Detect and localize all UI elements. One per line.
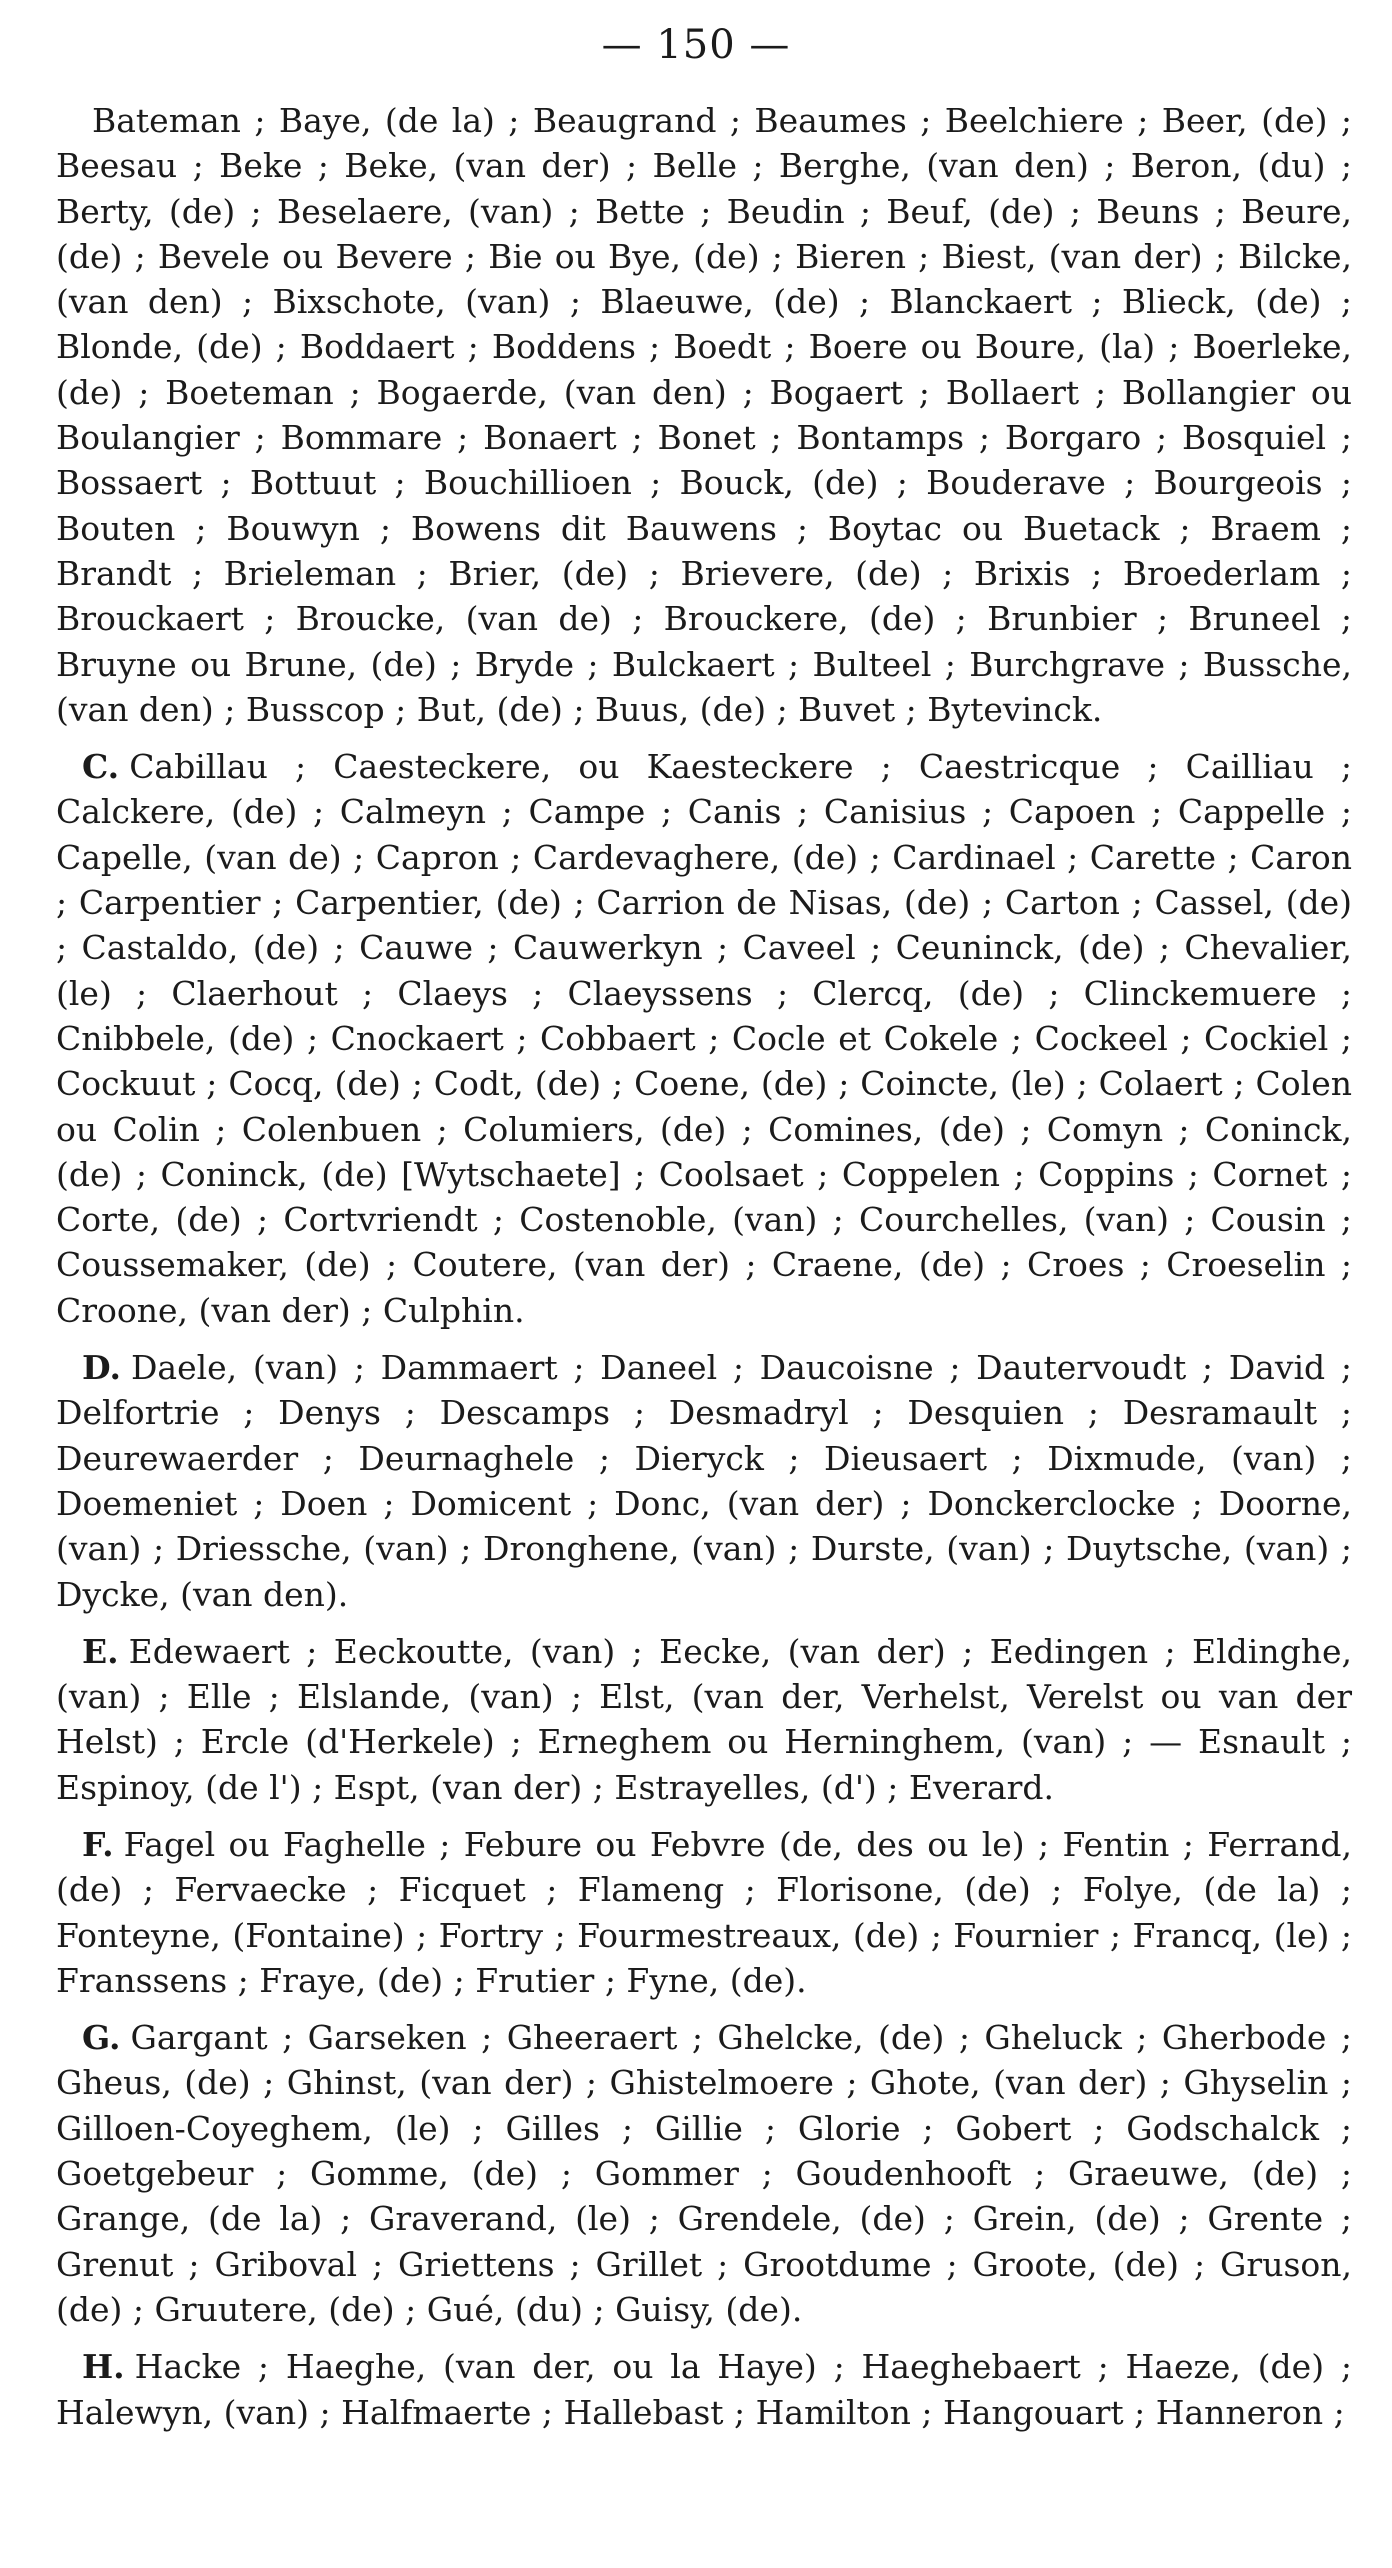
section-paragraph: [56, 2344, 1352, 2435]
section-names: Cabillau ; Caesteckere, ou Kaesteckere ; Caestricque ; Cailliau ; Calckere, (de) ; Calmeyn ; Campe ; Canis ; Canisius ; Capoen ; Cappelle ; Capelle, (van de) ; Capron ; Cardevaghere, (de) ; Cardinael ; Carette ; Caron ; Carpentier ; Carpentier, (de) ; Carrion de Nisas, (de) ; Carton ; Cassel, (de) ; Castaldo, (de) ; Cauwe ; Cauwerkyn ; Caveel ; Ceuninck, (de) ; Chevalier, (le) ; Claerhout ; Claeys ; Claeyssens ; Clercq, (de) ; Clinckemuere ; Cnibbele, (de) ; Cnockaert ; Cobbaert ; Cocle et Cokele ; Cockeel ; Cockiel ; Cockuut ; Cocq, (de) ; Codt, (de) ; Coene, (de) ; Coincte, (le) ; Colaert ; Colen ou Colin ; Colenbuen ; Columiers, (de) ; Comines, (de) ; Comyn ; Coninck, (de) ; Coninck, (de) [Wytschaete] ; Coolsaet ; Coppelen ; Coppins ; Cornet ; Corte, (de) ; Cortvriendt ; Costenoble, (van) ; Courchelles, (van) ; Cousin ; Coussemaker, (de) ; Coutere, (van der) ; Craene, (de) ; Croes ; Croeselin ; Croone, (van der) ; Culphin.: [56, 747, 1352, 1330]
section-names: Gargant ; Garseken ; Gheeraert ; Ghelcke, (de) ; Gheluck ; Gherbode ; Gheus, (de) ; Ghinst, (van der) ; Ghistelmoere ; Ghote, (van der) ; Ghyselin ; Gilloen-Coyeghem, (le) ; Gilles ; Gillie ; Glorie ; Gobert ; Godschalck ; Goetgebeur ; Gomme, (de) ; Gommer ; Goudenhooft ; Graeuwe, (de) ; Grange, (de la) ; Graverand, (le) ; Grendele, (de) ; Grein, (de) ; Grente ; Grenut ; Griboval ; Griettens ; Grillet ; Grootdume ; Groote, (de) ; Gruson, (de) ; Gruutere, (de) ; Gué, (du) ; Guisy, (de).: [56, 2018, 1352, 2329]
section-g: [56, 2015, 1352, 2332]
section-h: [56, 2344, 1352, 2435]
section-names: Fagel ou Faghelle ; Febure ou Febvre (de, des ou le) ; Fentin ; Ferrand, (de) ; Fervaecke ; Ficquet ; Flameng ; Florisone, (de) ; Folye, (de la) ; Fonteyne, (Fontaine) ; Fortry ; Fourmestreaux, (de) ; Fournier ; Francq, (le) ; Franssens ; Fraye, (de) ; Frutier ; Fyne, (de).: [56, 1824, 1352, 2000]
section-paragraph: [56, 1345, 1352, 1617]
section-names: Hacke ; Haeghe, (van der, ou la Haye) ; Haeghebaert ; Haeze, (de) ; Halewyn, (van) ; Halfmaerte ; Hallebast ; Hamilton ; Hangouart ; Hanneron ;: [56, 2347, 1352, 2432]
section-letter: G.: [82, 2018, 121, 2058]
section-e: [56, 1629, 1352, 1810]
section-letter: D.: [82, 1348, 121, 1388]
section-paragraph: [56, 1629, 1352, 1810]
section-d: [56, 1345, 1352, 1617]
section-f: [56, 1822, 1352, 2003]
section-names: Edewaert ; Eeckoutte, (van) ; Eecke, (van der) ; Eedingen ; Eldinghe, (van) ; Elle ; Elslande, (van) ; Elst, (van der, Verhelst, Verelst ou van der Helst) ; Ercle (d'Herkele) ; Erneghem ou Herninghem, (van) ; — Esnault ; Espinoy, (de l') ; Espt, (van der) ; Estrayelles, (d') ; Everard.: [56, 1631, 1352, 1807]
section-letter: F.: [82, 1824, 114, 1864]
section-paragraph: [56, 1822, 1352, 2003]
section-letter: E.: [82, 1631, 119, 1671]
section-letter: H.: [82, 2347, 125, 2387]
section-c: [56, 744, 1352, 1333]
section-b: [56, 98, 1352, 732]
section-names: Bateman ; Baye, (de la) ; Beaugrand ; Beaumes ; Beelchiere ; Beer, (de) ; Beesau ; Beke ; Beke, (van der) ; Belle ; Berghe, (van den) ; Beron, (du) ; Berty, (de) ; Beselaere, (van) ; Bette ; Beudin ; Beuf, (de) ; Beuns ; Beure, (de) ; Bevele ou Bevere ; Bie ou Bye, (de) ; Bieren ; Biest, (van der) ; Bilcke, (van den) ; Bixschote, (van) ; Blaeuwe, (de) ; Blanckaert ; Blieck, (de) ; Blonde, (de) ; Boddaert ; Boddens ; Boedt ; Boere ou Boure, (la) ; Boerleke, (de) ; Boeteman ; Bogaerde, (van den) ; Bogaert ; Bollaert ; Bollangier ou Boulangier ; Bommare ; Bonaert ; Bonet ; Bontamps ; Borgaro ; Bosquiel ; Bossaert ; Bottuut ; Bouchillioen ; Bouck, (de) ; Bouderave ; Bourgeois ; Bouten ; Bouwyn ; Bowens dit Bauwens ; Boytac ou Buetack ; Braem ; Brandt ; Brieleman ; Brier, (de) ; Brievere, (de) ; Brixis ; Broederlam ; Brouckaert ; Broucke, (van de) ; Brouckere, (de) ; Brunbier ; Bruneel ; Bruyne ou Brune, (de) ; Bryde ; Bulckaert ; Bulteel ; Burchgrave ; Bussche, (van den) ; Busscop ; But, (de) ; Buus, (de) ; Buvet ; Bytevinck.: [56, 101, 1352, 729]
section-names: Daele, (van) ; Dammaert ; Daneel ; Daucoisne ; Dautervoudt ; David ; Delfortrie ; Denys ; Descamps ; Desmadryl ; Desquien ; Desramault ; Deurewaerder ; Deurnaghele ; Dieryck ; Dieusaert ; Dixmude, (van) ; Doemeniet ; Doen ; Domicent ; Donc, (van der) ; Donckerclocke ; Doorne, (van) ; Driessche, (van) ; Dronghene, (van) ; Durste, (van) ; Duytsche, (van) ; Dycke, (van den).: [56, 1348, 1352, 1614]
section-letter: C.: [82, 747, 120, 787]
name-index-text: [56, 98, 1352, 2447]
page-number: — 150 —: [601, 22, 791, 68]
section-paragraph: [56, 98, 1352, 732]
section-paragraph: [56, 2015, 1352, 2332]
section-paragraph: [56, 744, 1352, 1333]
